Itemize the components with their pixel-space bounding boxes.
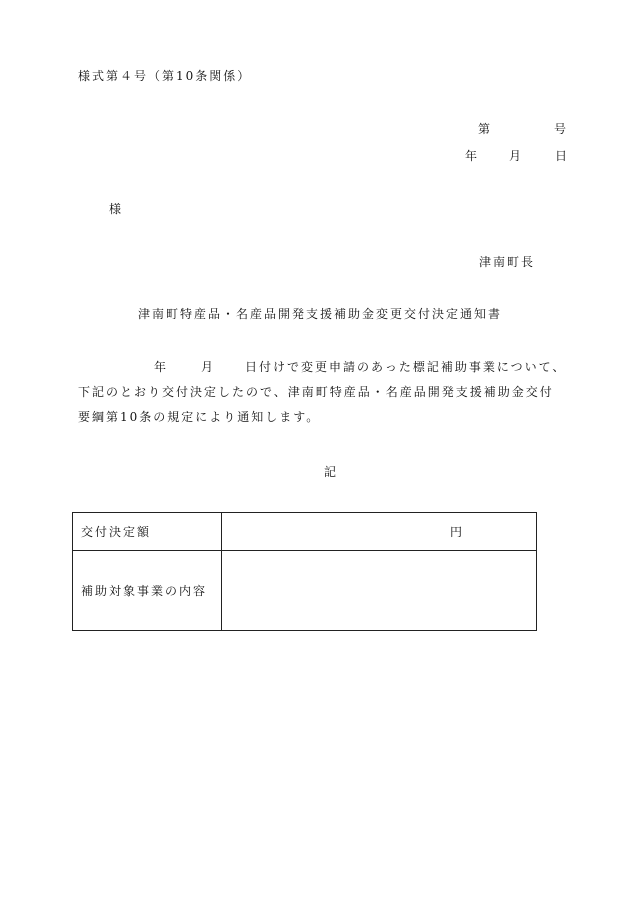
sender-name: 津南町長 (479, 255, 536, 269)
row-label-amount: 交付決定額 (73, 513, 222, 551)
row-label-content: 補助対象事業の内容 (73, 551, 222, 631)
body-line3: 要綱第10条の規定により通知します。 (78, 410, 321, 424)
doc-number-dai: 第 (478, 122, 493, 136)
date-month: 月 (509, 149, 524, 163)
row-value-content (222, 551, 537, 631)
grant-table (72, 512, 537, 631)
doc-number-go: 号 (554, 122, 569, 136)
row-value-amount: 円 (222, 513, 537, 551)
date-year: 年 (465, 149, 480, 163)
table-row (73, 551, 537, 631)
body-month: 月 (201, 360, 216, 374)
body-year: 年 (154, 360, 169, 374)
body-line1: 日付けで変更申請のあった標記補助事業について、 (245, 360, 567, 374)
table-row (73, 513, 537, 551)
ki-heading: 記 (324, 465, 339, 479)
form-id: 様式第４号（第10条関係） (78, 69, 252, 83)
body-line2: 下記のとおり交付決定したので、津南町特産品・名産品開発支援補助金交付 (78, 385, 554, 399)
document-title: 津南町特産品・名産品開発支援補助金変更交付決定通知書 (138, 307, 503, 321)
addressee-suffix: 様 (109, 202, 124, 216)
date-day: 日 (555, 149, 570, 163)
